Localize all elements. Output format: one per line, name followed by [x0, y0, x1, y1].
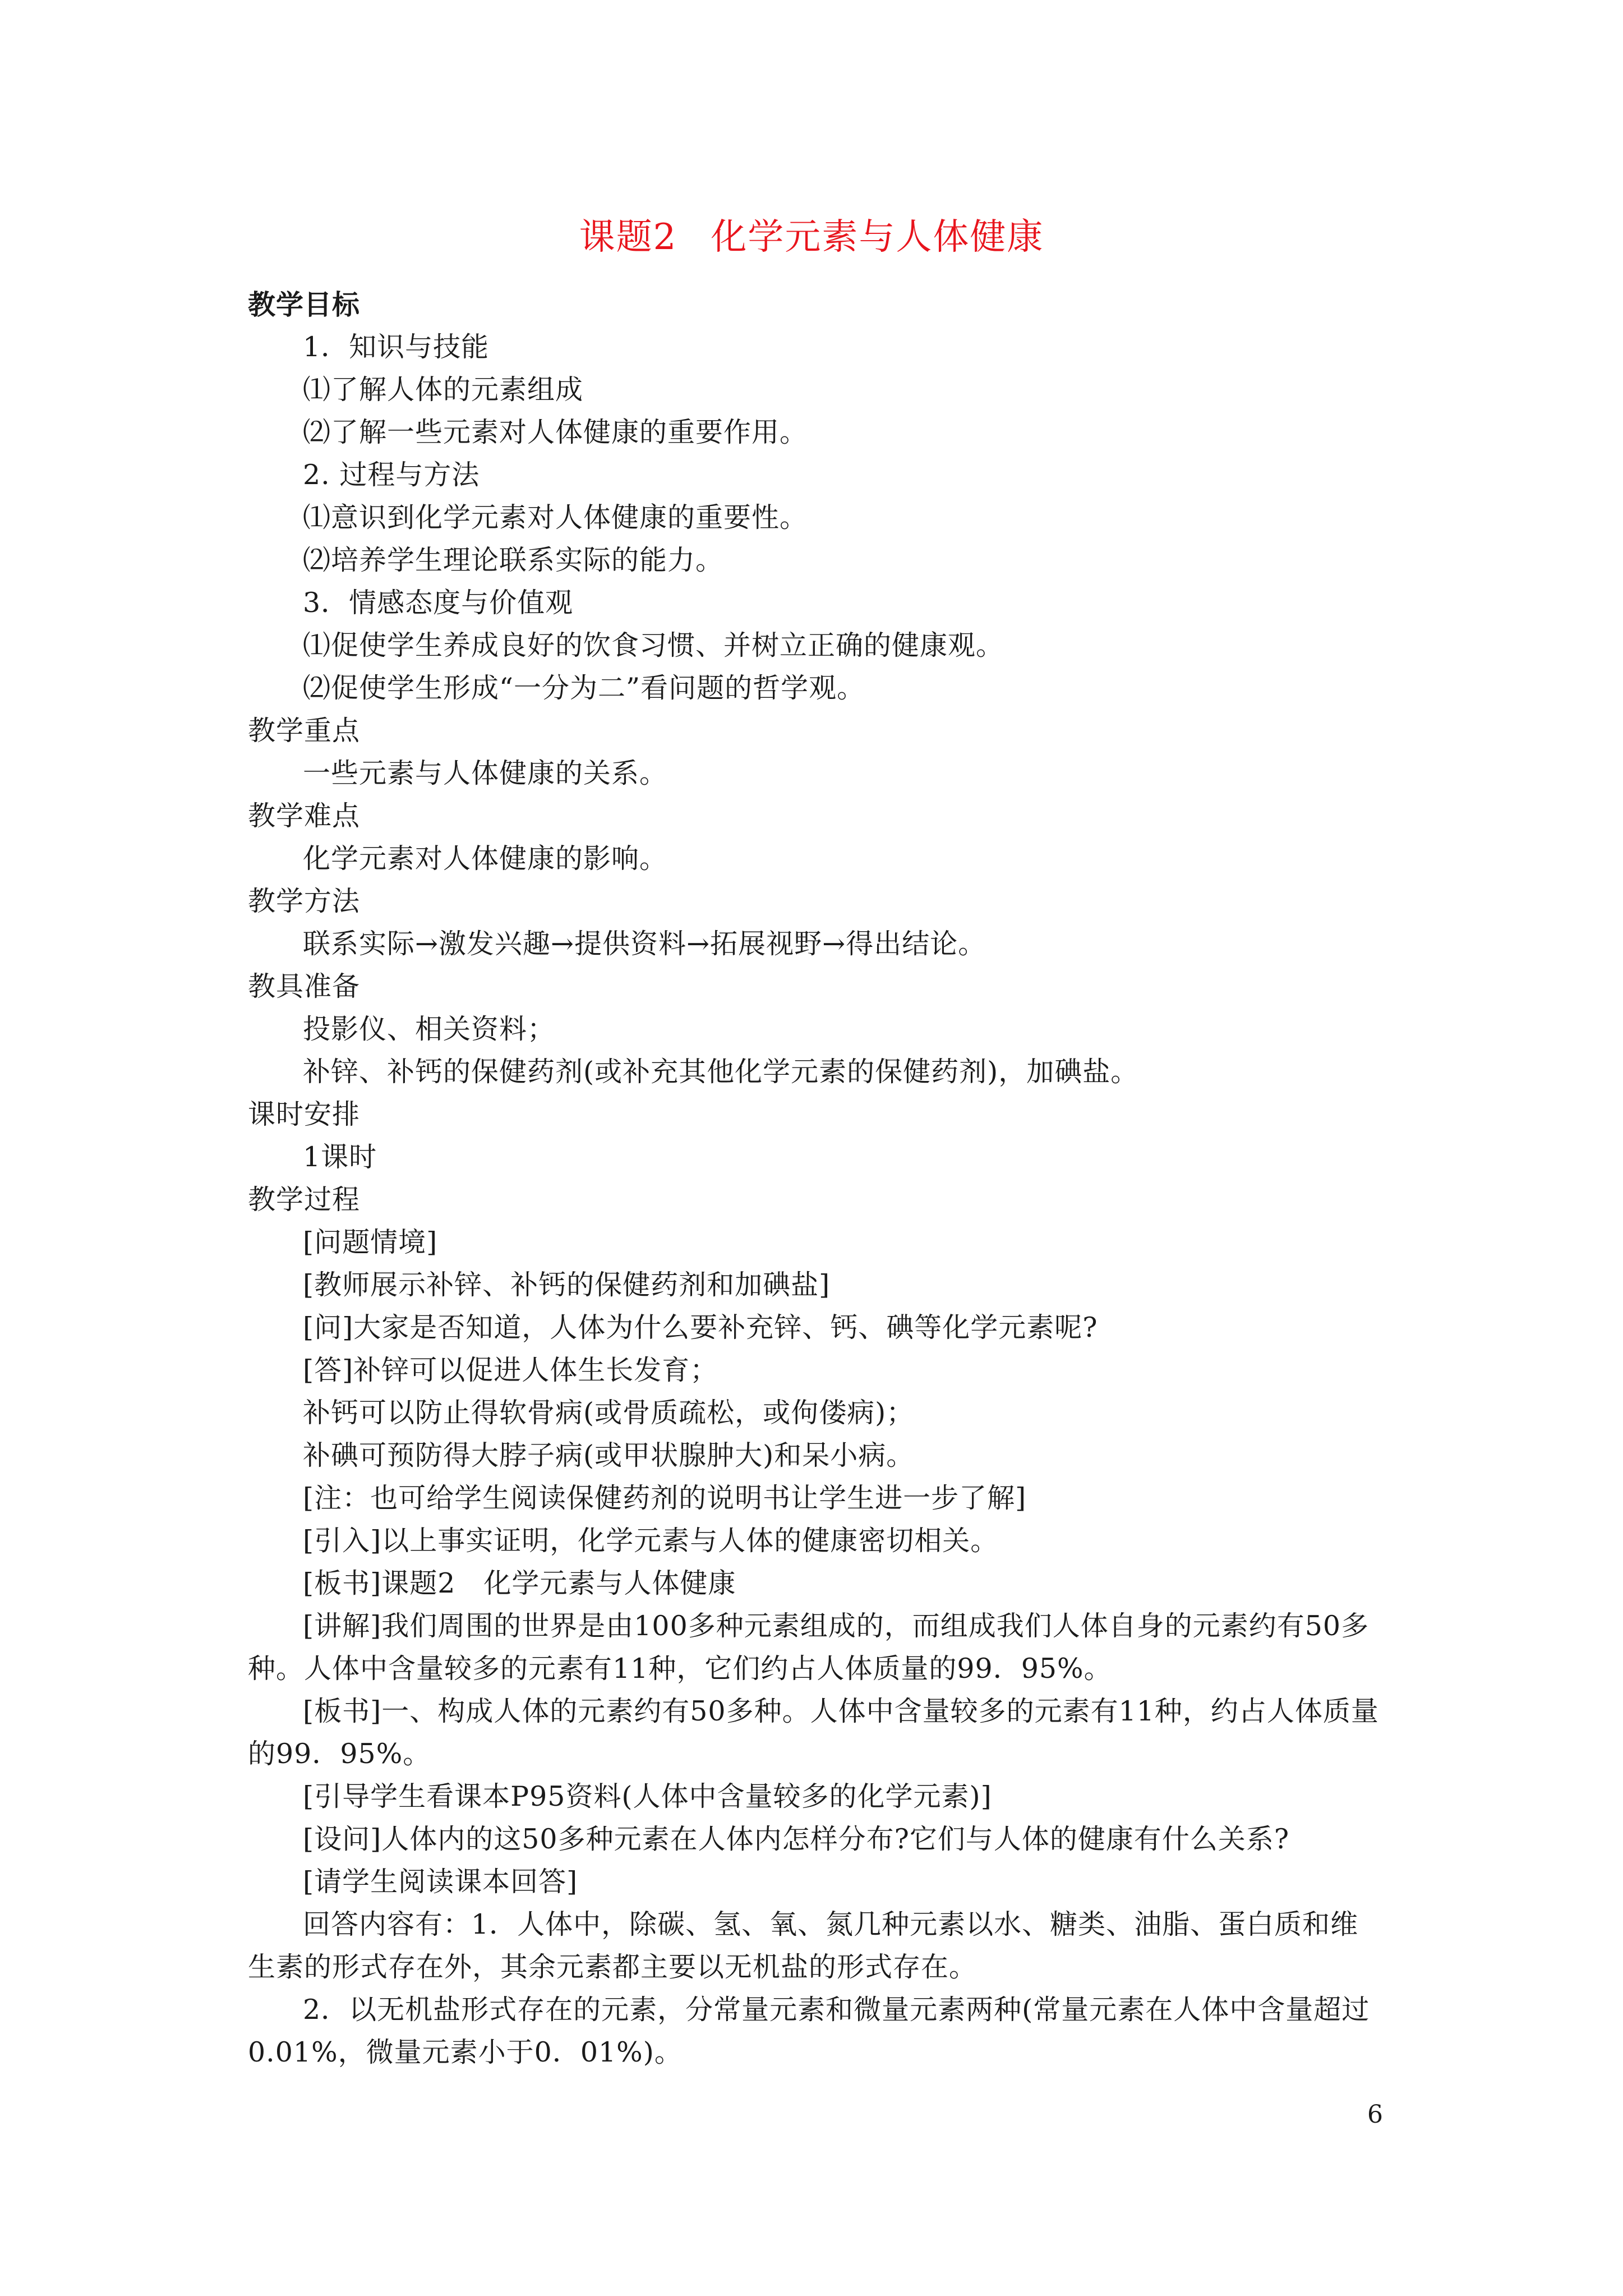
answer1-paragraph-line2: 生素的形式存在外，其余元素都主要以无机盐的形式存在。 [248, 1951, 978, 1983]
process-line: [注：也可给学生阅读保健药剂的说明书让学生进一步了解] [303, 1482, 1027, 1514]
board-paragraph-line2: 的99．95%。 [248, 1738, 431, 1770]
process-line: 补钙可以防止得软骨病(或骨质疏松，或佝偻病)； [303, 1397, 915, 1429]
objective-line: ⑴意识到化学元素对人体健康的重要性。 [303, 501, 808, 533]
title-text: 化学元素与人体健康 [711, 217, 1044, 258]
page-title [0, 212, 1623, 263]
board-paragraph-line1: [板书]一、构成人体的元素约有50多种。人体中含量较多的元素有11种，约占人体质量 [303, 1695, 1379, 1727]
objective-line: 2. 过程与方法 [303, 459, 480, 491]
explain-paragraph-line1: [讲解]我们周围的世界是由100多种元素组成的，而组成我们人体自身的元素约有50多 [303, 1610, 1370, 1642]
objective-line: ⑴了解人体的元素组成 [303, 374, 584, 406]
material-line: 补锌、补钙的保健药剂(或补充其他化学元素的保健药剂)，加碘盐。 [303, 1056, 1139, 1088]
heading-objectives: 教学目标 [248, 288, 361, 321]
process-line: [设问]人体内的这50多种元素在人体内怎样分布?它们与人体的健康有什么关系? [303, 1823, 1290, 1855]
method-line: 联系实际→激发兴趣→提供资料→拓展视野→得出结论。 [303, 928, 986, 960]
process-line: [引入]以上事实证明，化学元素与人体的健康密切相关。 [303, 1525, 999, 1557]
answer2-paragraph-line2: 0.01%，微量元素小于0．01%)。 [248, 2036, 683, 2068]
objective-line: ⑵培养学生理论联系实际的能力。 [303, 544, 724, 576]
process-line: [问题情境] [303, 1226, 438, 1258]
objective-line: ⑴促使学生养成良好的饮食习惯、并树立正确的健康观。 [303, 629, 1004, 661]
process-line: [教师展示补锌、补钙的保健药剂和加碘盐] [303, 1269, 831, 1301]
objective-line: 3．情感态度与价值观 [303, 587, 574, 619]
heading-schedule: 课时安排 [248, 1098, 361, 1130]
objective-line: ⑵了解一些元素对人体健康的重要作用。 [303, 416, 808, 448]
heading-process: 教学过程 [248, 1184, 361, 1216]
heading-difficulties: 教学难点 [248, 800, 361, 832]
process-line: 补碘可预防得大脖子病(或甲状腺肿大)和呆小病。 [303, 1439, 915, 1471]
process-line: [问]大家是否知道，人体为什么要补充锌、钙、碘等化学元素呢? [303, 1312, 1098, 1343]
process-line: [请学生阅读课本回答] [303, 1866, 578, 1898]
answer2-paragraph-line1: 2．以无机盐形式存在的元素，分常量元素和微量元素两种(常量元素在人体中含量超过 [303, 1994, 1370, 2026]
schedule-line: 1课时 [303, 1141, 377, 1173]
process-line: [引导学生看课本P95资料(人体中含量较多的化学元素)] [303, 1780, 992, 1812]
answer1-paragraph-line1: 回答内容有：1．人体中，除碳、氢、氧、氮几种元素以水、糖类、油脂、蛋白质和维 [303, 1908, 1359, 1940]
heading-key-points: 教学重点 [248, 715, 361, 747]
material-line: 投影仪、相关资料； [303, 1013, 556, 1045]
page-number: 6 [1367, 2100, 1383, 2129]
objective-line: 1．知识与技能 [303, 331, 490, 363]
heading-materials: 教具准备 [248, 970, 361, 1002]
process-line: [答]补锌可以促进人体生长发育； [303, 1354, 718, 1386]
objective-line: ⑵促使学生形成“一分为二”看问题的哲学观。 [303, 672, 865, 704]
explain-paragraph-line2: 种。人体中含量较多的元素有11种，它们约占人体质量的99．95%。 [248, 1653, 1112, 1685]
key-point-line: 一些元素与人体健康的关系。 [303, 757, 668, 789]
difficulty-line: 化学元素对人体健康的影响。 [303, 843, 668, 875]
title-prefix: 课题2 [579, 217, 677, 258]
heading-methods: 教学方法 [248, 885, 361, 917]
document-body [248, 283, 1403, 2074]
process-line: [板书]课题2 化学元素与人体健康 [303, 1567, 736, 1599]
